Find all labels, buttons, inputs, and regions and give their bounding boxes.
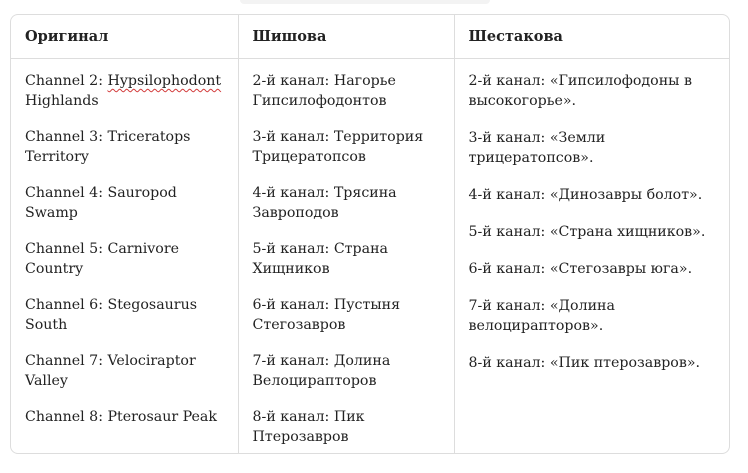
original-entry-channel-2: [25, 71, 224, 111]
shestakova-entry-channel-5: 5-й канал: «Страна хищников».: [468, 224, 706, 240]
table-body-row: [11, 59, 730, 455]
shestakova-entry-channel-4: 4-й канал: «Динозавры болот».: [468, 187, 703, 203]
original-entry-text: Channel 2:: [25, 73, 108, 89]
header-original: Оригинал: [11, 15, 238, 59]
translation-comparison-table: [10, 14, 730, 454]
shestakova-entry-channel-6: 6-й канал: «Стегозавры юга».: [468, 261, 693, 277]
original-entry-channel-3: Channel 3: Triceratops Territory: [25, 129, 191, 165]
original-entry-text: Highlands: [25, 93, 99, 109]
shishova-entry-channel-2: 2-й канал: Нагорье Гипсилофодонтов: [252, 73, 396, 109]
shestakova-entry-channel-2: 2-й канал: «Гипсилофодоны в высокогорье».: [468, 73, 692, 109]
original-column: [11, 59, 238, 455]
spellcheck-highlight: Hypsilophodont: [107, 73, 222, 89]
shishova-entry-channel-7: 7-й канал: Долина Велоцирапторов: [252, 353, 391, 389]
header-shishova: Шишова: [238, 15, 454, 59]
header-shestakova: Шестакова: [454, 15, 730, 59]
original-entry-channel-7: Channel 7: Velociraptor Valley: [25, 353, 196, 389]
table-header-row: [11, 15, 730, 59]
original-entry-channel-8: Channel 8: Pterosaur Peak: [25, 409, 217, 425]
shishova-entry-channel-6: 6-й канал: Пустыня Стегозавров: [252, 297, 401, 333]
shestakova-column: [454, 59, 730, 455]
shishova-entry-channel-3: 3-й канал: Территория Трицератопсов: [252, 129, 424, 165]
shishova-entry-channel-5: 5-й канал: Страна Хищников: [252, 241, 388, 277]
original-entry-channel-6: Channel 6: Stegosaurus South: [25, 297, 198, 333]
shishova-entry-channel-8: 8-й канал: Пик Птерозавров: [252, 409, 365, 445]
shishova-column: [238, 59, 454, 455]
shestakova-entry-channel-7: 7-й канал: «Долина велоцирапторов».: [468, 298, 615, 334]
top-edge-shadow: [240, 0, 490, 4]
shestakova-entry-channel-3: 3-й канал: «Земли трицератопсов».: [468, 130, 606, 166]
shishova-entry-channel-4: 4-й канал: Трясина Завроподов: [252, 185, 397, 221]
shestakova-entry-channel-8: 8-й канал: «Пик птерозавров».: [468, 355, 701, 371]
original-entry-channel-5: Channel 5: Carnivore Country: [25, 241, 179, 277]
original-entry-channel-4: Channel 4: Sauropod Swamp: [25, 185, 177, 221]
